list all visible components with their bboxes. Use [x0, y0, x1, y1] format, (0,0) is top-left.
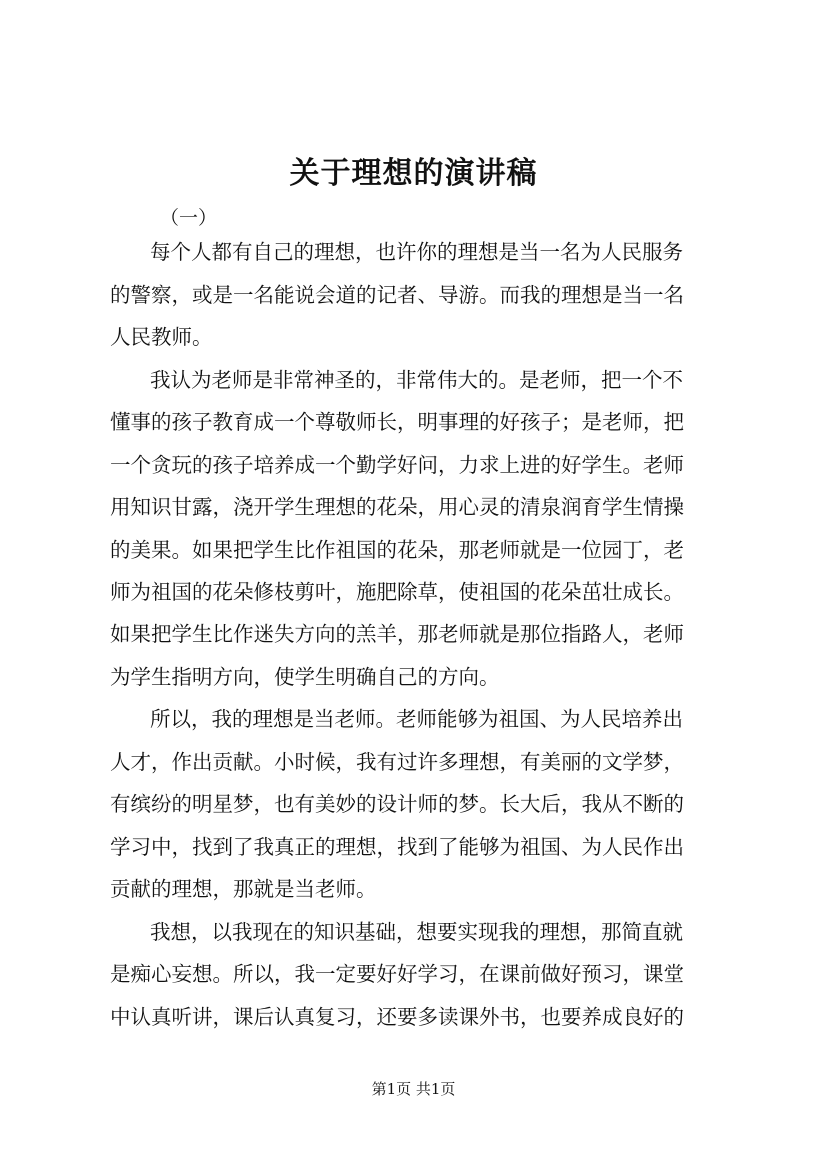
body-line: 如果把学生比作迷失方向的羔羊，那老师就是那位指路人，老师	[110, 622, 684, 646]
page-footer: 第1页 共1页	[371, 1080, 456, 1098]
body-line: 学习中，找到了我真正的理想，找到了能够为祖国、为人民作出	[110, 835, 684, 859]
body-line: 是痴心妄想。所以，我一定要好好学习，在课前做好预习，课堂	[110, 962, 684, 986]
body-line: 贡献的理想，那就是当老师。	[110, 877, 377, 901]
body-line: 懂事的孩子教育成一个尊敬师长，明事理的好孩子；是老师，把	[110, 410, 684, 434]
body-line: 用知识甘露，浇开学生理想的花朵，用心灵的清泉润育学生情操	[110, 495, 684, 519]
body-line: 的警察，或是一名能说会道的记者、导游。而我的理想是当一名	[110, 283, 684, 307]
body-line: 每个人都有自己的理想，也许你的理想是当一名为人民服务	[150, 240, 683, 264]
body-line: 中认真听讲，课后认真复习，还要多读课外书，也要养成良好的	[110, 1005, 684, 1029]
body-line: 一个贪玩的孩子培养成一个勤学好问，力求上进的好学生。老师	[110, 453, 684, 477]
body-line: 人才，作出贡献。小时候，我有过许多理想，有美丽的文学梦，	[110, 750, 684, 774]
body-line: 有缤纷的明星梦，也有美妙的设计师的梦。长大后，我从不断的	[110, 792, 684, 816]
body-line: 所以，我的理想是当老师。老师能够为祖国、为人民培养出	[150, 707, 683, 731]
body-line: 我认为老师是非常神圣的，非常伟大的。是老师，把一个不	[150, 368, 683, 392]
body-line: 为学生指明方向，使学生明确自己的方向。	[110, 665, 500, 689]
body-line: 师为祖国的花朵修枝剪叶，施肥除草，使祖国的花朵茁壮成长。	[110, 580, 684, 604]
body-line: 我想，以我现在的知识基础，想要实现我的理想，那简直就	[150, 920, 683, 944]
document-title: 关于理想的演讲稿	[289, 156, 538, 191]
section-number: （一）	[160, 207, 218, 229]
body-line: 的美果。如果把学生比作祖国的花朵，那老师就是一位园丁，老	[110, 538, 684, 562]
body-line: 人民教师。	[110, 325, 213, 349]
